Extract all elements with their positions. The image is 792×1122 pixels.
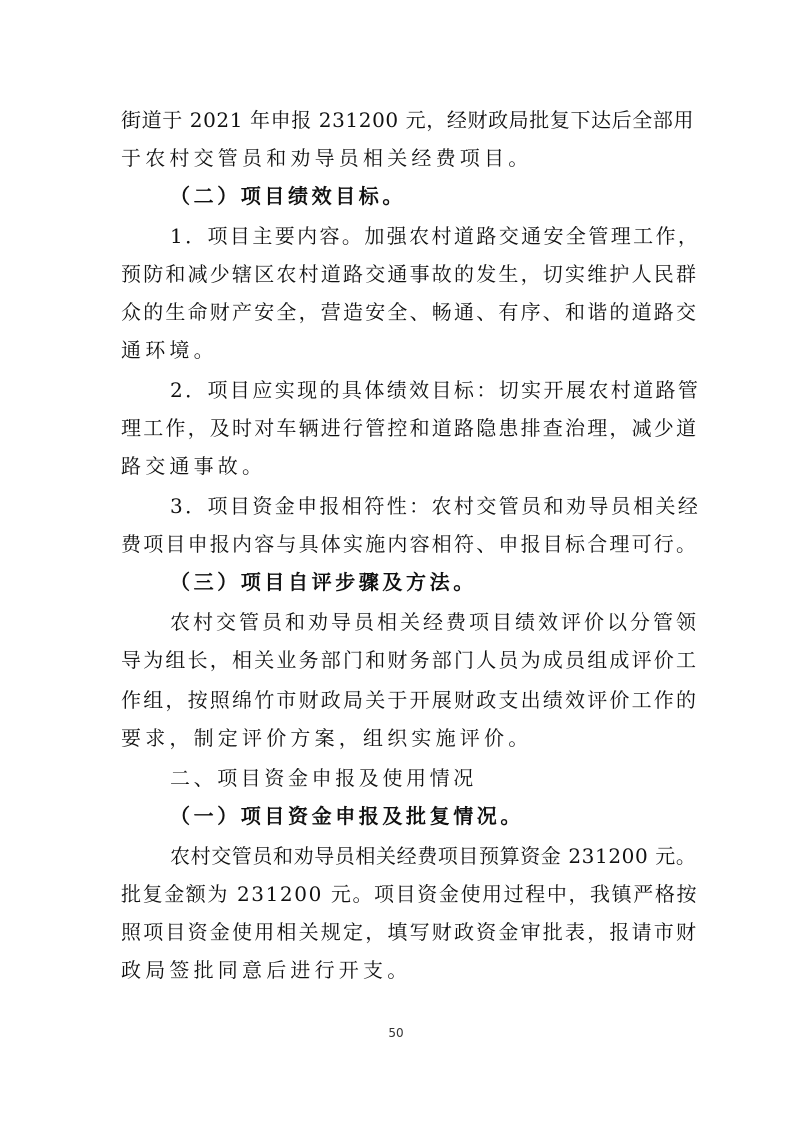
body-text-line: 作组，按照绵竹市财政局关于开展财政支出绩效评价工作的 — [121, 688, 699, 712]
body-text-line: 3．项目资金申报相符性：农村交管员和劝导员相关经 — [170, 494, 701, 518]
body-text-line: 众的生命财产安全，营造安全、畅通、有序、和谐的道路交 — [121, 300, 699, 324]
body-text-line: 照项目资金使用相关规定，填写财政资金审批表，报请市财 — [121, 920, 699, 944]
body-text-line: 政局签批同意后进行开支。 — [121, 958, 412, 982]
chapter-heading: 二、项目资金申报及使用情况 — [170, 766, 477, 790]
body-text-line: 农村交管员和劝导员相关经费项目绩效评价以分管领 — [170, 610, 699, 634]
body-text-line: 理工作，及时对车辆进行管控和道路隐患排查治理，减少道 — [121, 416, 699, 440]
body-text-line: 要求，制定评价方案，组织实施评价。 — [121, 726, 533, 750]
body-text-line: 通环境。 — [121, 338, 218, 362]
body-text-line: 费项目申报内容与具体实施内容相符、申报目标合理可行。 — [121, 532, 699, 556]
body-text-line: 路交通事故。 — [121, 454, 267, 478]
body-text-line: 预防和减少辖区农村道路交通事故的发生，切实维护人民群 — [121, 262, 699, 286]
body-text-line: 2．项目应实现的具体绩效目标：切实开展农村道路管 — [170, 378, 701, 402]
body-text-line: 农村交管员和劝导员相关经费项目预算资金 231200 元。 — [170, 844, 697, 868]
body-text-line: 批复金额为 231200 元。项目资金使用过程中，我镇严格按 — [121, 882, 699, 906]
body-text-line: 导为组长，相关业务部门和财务部门人员为成员组成评价工 — [121, 648, 699, 672]
body-text-line: 1．项目主要内容。加强农村道路交通安全管理工作， — [170, 224, 701, 248]
page-number: 50 — [388, 1026, 404, 1040]
section-heading: （一）项目资金申报及批复情况。 — [170, 804, 524, 828]
section-heading: （三）项目自评步骤及方法。 — [170, 570, 477, 594]
body-text-line: 街道于 2021 年申报 231200 元，经财政局批复下达后全部用 — [121, 108, 695, 132]
body-text-line: 于农村交管员和劝导员相关经费项目。 — [121, 146, 533, 170]
section-heading: （二）项目绩效目标。 — [170, 184, 406, 208]
